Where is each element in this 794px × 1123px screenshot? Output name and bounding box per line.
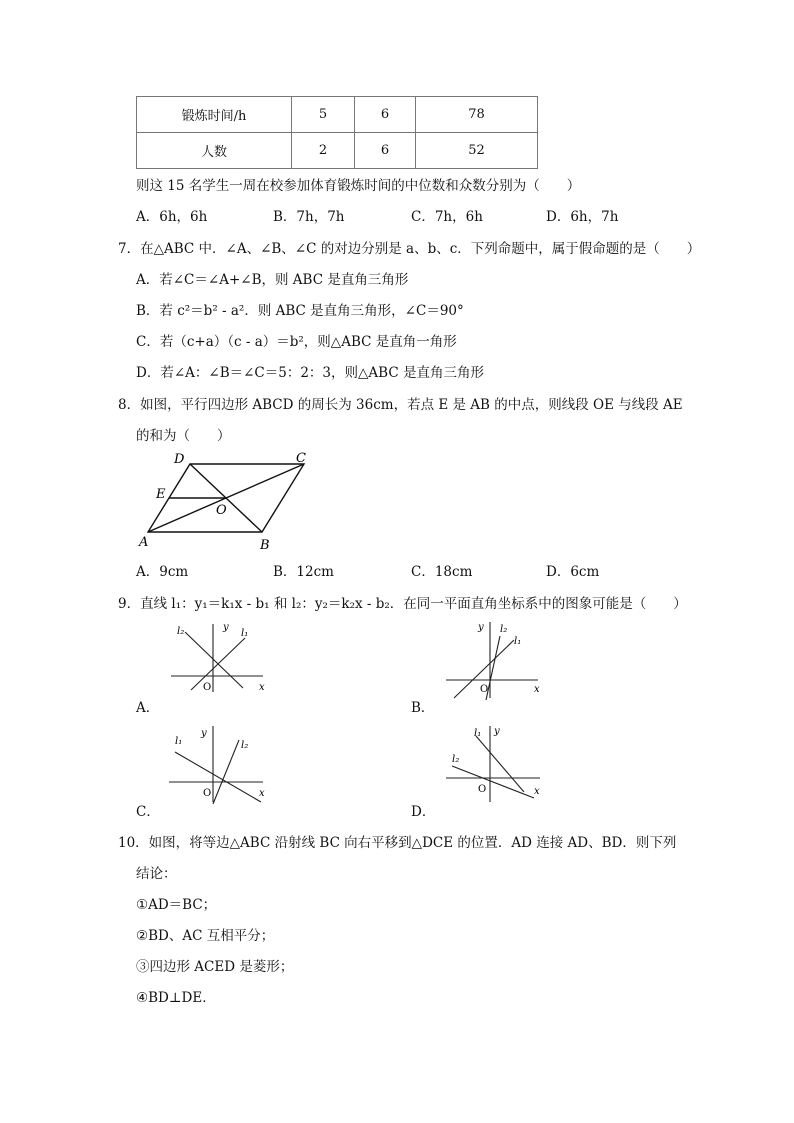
- axis-label-x: x: [259, 788, 265, 799]
- q7-stem: 7．在△ABC 中．∠A、∠B、∠C 的对边分别是 a、b、c．下列命题中，属于假命题的是（ ）: [118, 241, 701, 257]
- line-label-l2: l₂: [500, 624, 508, 635]
- q8-option-d: D．6cm: [546, 564, 600, 580]
- q6-option-c: C．7h，6h: [411, 209, 483, 225]
- origin-label: O: [480, 684, 489, 695]
- graph-d: [442, 722, 552, 806]
- table-cell: 锻炼时间/h: [137, 97, 292, 133]
- table-row: [137, 133, 538, 169]
- q9-stem: 9．直线 l₁：y₁＝k₁x - b₁ 和 l₂：y₂＝k₂x - b₂．在同一平面直角坐标系中的图象可能是（ ）: [118, 596, 687, 612]
- q7-option-d: D．若∠A：∠B＝∠C＝5：2：3，则△ABC 是直角三角形: [136, 365, 484, 381]
- table-cell: 人数: [137, 133, 292, 169]
- vertex-label-b: B: [260, 538, 270, 552]
- axis-label-y: y: [494, 726, 500, 737]
- table-cell: 6: [355, 97, 416, 133]
- vertex-label-a: A: [139, 535, 149, 550]
- q8-option-c: C．18cm: [411, 564, 473, 580]
- origin-label: O: [203, 682, 212, 693]
- q6-option-b: B．7h，7h: [273, 209, 345, 225]
- graph-b: [442, 618, 552, 702]
- q6-option-a: A．6h，6h: [136, 209, 208, 225]
- table-cell: 5: [292, 97, 355, 133]
- q7-option-b: B．若 c²＝b² - a²．则 ABC 是直角三角形，∠C＝90°: [136, 303, 464, 319]
- axis-label-y: y: [223, 622, 229, 633]
- axis-label-x: x: [259, 682, 265, 693]
- table-cell: 2: [292, 133, 355, 169]
- q9-option-c: C．: [136, 804, 160, 820]
- origin-label: O: [203, 788, 212, 799]
- q8-stem-line2: 的和为（ ）: [136, 428, 231, 444]
- q10-item-4: ④BD⊥DE．: [136, 990, 216, 1006]
- axis-label-y: y: [478, 622, 484, 633]
- axis-label-x: x: [534, 684, 540, 695]
- line-label-l2: l₂: [241, 740, 249, 751]
- q7-option-c: C．若（c+a）（c - a）＝b²，则△ABC 是直角一角形: [136, 334, 457, 350]
- line-label-l1: l₁: [241, 628, 249, 639]
- q10-item-2: ②BD、AC 互相平分；: [136, 928, 275, 944]
- q7-option-a: A．若∠C＝∠A+∠B，则 ABC 是直角三角形: [136, 272, 409, 288]
- origin-label: O: [478, 784, 487, 795]
- line-label-l1: l₁: [175, 736, 183, 747]
- q6-option-d: D．6h，7h: [546, 209, 619, 225]
- line-label-l1: l₁: [514, 636, 522, 647]
- vertex-label-c: C: [296, 451, 306, 466]
- q8-option-a: A．9cm: [136, 564, 189, 580]
- q10-stem-line1: 10．如图，将等边△ABC 沿射线 BC 向右平移到△DCE 的位置．AD 连接 AD、BD．则下列: [118, 835, 677, 851]
- q10-item-1: ①AD＝BC；: [136, 897, 217, 913]
- line-label-l2: l₂: [452, 754, 460, 765]
- point-label-e: E: [156, 487, 166, 502]
- exercise-time-table: [136, 96, 538, 169]
- q10-stem-line2: 结论：: [136, 866, 177, 882]
- table-cell: 6: [355, 133, 416, 169]
- line-label-l1: l₁: [474, 728, 482, 739]
- table-cell: 52: [416, 133, 538, 169]
- parallelogram-figure: [136, 448, 316, 552]
- q10-item-3: ③四边形 ACED 是菱形；: [136, 959, 294, 975]
- vertex-label-d: D: [174, 452, 185, 467]
- q6-stem: 则这 15 名学生一周在校参加体育锻炼时间的中位数和众数分别为（ ）: [136, 178, 581, 194]
- q8-stem-line1: 8．如图，平行四边形 ABCD 的周长为 36cm，若点 E 是 AB 的中点，则线段 OE 与线段 AE: [118, 397, 683, 413]
- table-row: [137, 97, 538, 133]
- point-label-o: O: [216, 503, 227, 518]
- q9-option-a: A．: [136, 700, 160, 716]
- line-label-l2: l₂: [177, 626, 185, 637]
- axis-label-x: x: [534, 786, 540, 797]
- q9-option-b: B．: [411, 700, 435, 716]
- axis-label-y: y: [201, 728, 207, 739]
- q9-option-d: D．: [411, 804, 436, 820]
- graph-a: [165, 618, 275, 696]
- graph-c: [165, 722, 275, 806]
- table-cell: 78: [416, 97, 538, 133]
- q8-option-b: B．12cm: [273, 564, 334, 580]
